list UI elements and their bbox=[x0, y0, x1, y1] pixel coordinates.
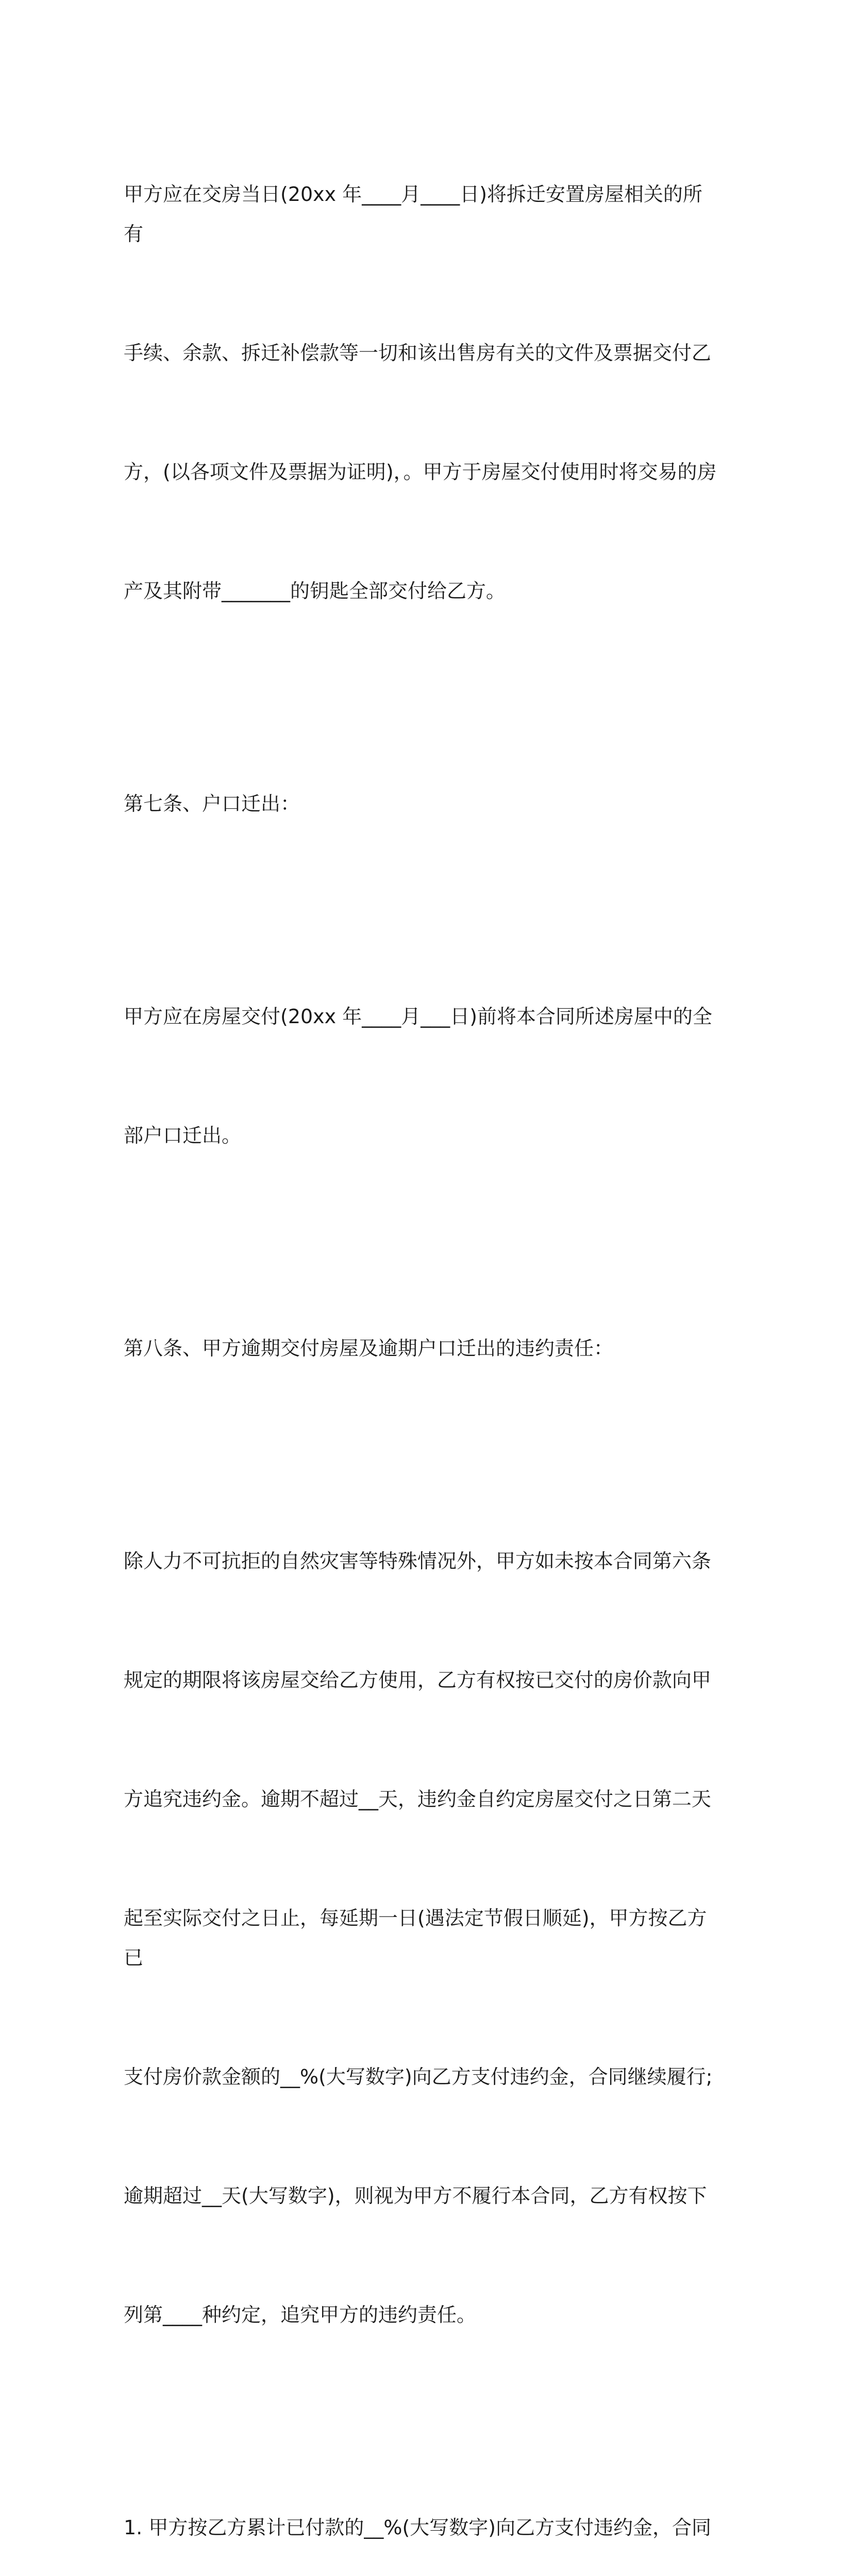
paragraph-gap bbox=[124, 903, 721, 918]
text-line: 逾期超过__天(大写数字)，则视为甲方不履行本合同，乙方有权按下 bbox=[124, 2184, 707, 2207]
text-line: 产及其附带_______的钥匙全部交付给乙方。 bbox=[124, 580, 506, 602]
paragraph-gap bbox=[124, 1235, 721, 1249]
paragraph-gap bbox=[124, 2414, 721, 2429]
article-7-heading bbox=[124, 705, 721, 903]
text-line: 1. 甲方按乙方累计已付款的__%(大写数字)向乙方支付违约金，合同 bbox=[124, 2516, 712, 2539]
article-8-heading bbox=[124, 1249, 721, 1448]
text-line: 部户口迁出。 bbox=[124, 1124, 242, 1147]
text-line: 第七条、户口迁出： bbox=[124, 792, 300, 815]
text-line: 列第____种约定，追究甲方的违约责任。 bbox=[124, 2303, 477, 2326]
text-line: 除人力不可抗拒的自然灾害等特殊情况外，甲方如未按本合同第六条 bbox=[124, 1550, 712, 1572]
text-line: 方，(以各项文件及票据为证明)，。甲方于房屋交付使用时将交易的房 bbox=[124, 461, 717, 483]
paragraph-gap bbox=[124, 690, 721, 705]
paragraph-gap bbox=[124, 1448, 721, 1462]
text-line: 甲方应在房屋交付(20xx 年____月___日)前将本合同所述房屋中的全 bbox=[124, 1005, 713, 1028]
article-8-body bbox=[124, 1462, 721, 2414]
document-body bbox=[124, 95, 721, 2576]
text-line: 甲方应在交房当日(20xx 年____月____日)将拆迁安置房屋相关的所有 bbox=[124, 183, 703, 245]
text-line: 规定的期限将该房屋交给乙方使用，乙方有权按已交付的房价款向甲 bbox=[124, 1669, 712, 1691]
article-7-body bbox=[124, 918, 721, 1235]
paragraph-delivery bbox=[124, 95, 721, 690]
text-line: 支付房价款金额的__%(大写数字)向乙方支付违约金，合同继续履行; bbox=[124, 2065, 713, 2088]
text-line: 起至实际交付之日止，每延期一日(遇法定节假日顺延)，甲方按乙方已 bbox=[124, 1907, 707, 1969]
text-line: 方追究违约金。逾期不超过__天，违约金自约定房屋交付之日第二天 bbox=[124, 1788, 712, 1810]
text-line: 第八条、甲方逾期交付房屋及逾期户口迁出的违约责任： bbox=[124, 1337, 614, 1360]
list-item-1 bbox=[124, 2429, 721, 2576]
text-line: 手续、余款、拆迁补偿款等一切和该出售房有关的文件及票据交付乙 bbox=[124, 342, 712, 364]
